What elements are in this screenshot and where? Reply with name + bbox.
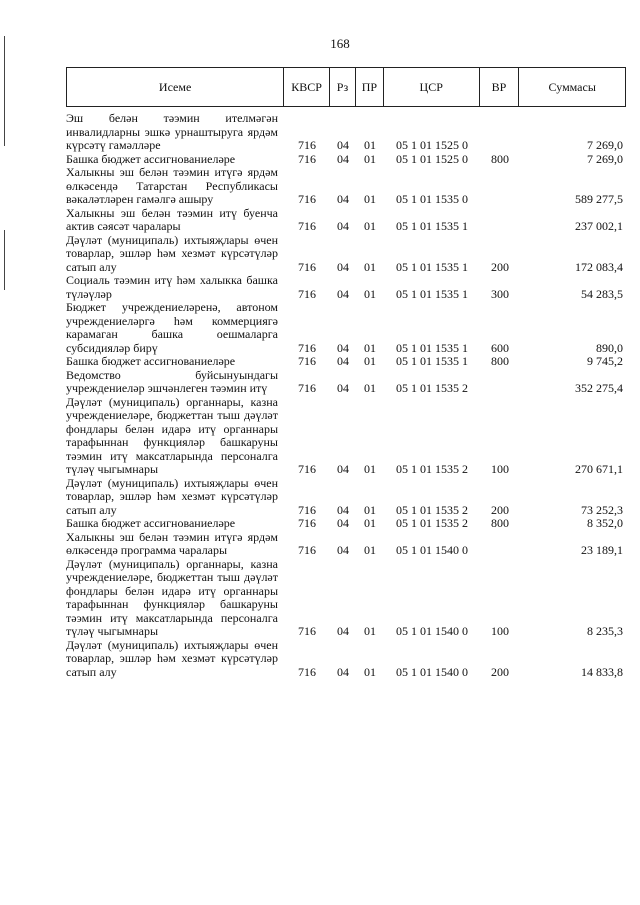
cell-rz: 04 xyxy=(337,624,349,638)
cell-vr: 800 xyxy=(491,354,509,368)
cell-name: Социаль тәэмин итү һәм халыкка башка түләүләр xyxy=(66,273,278,301)
cell-rz: 04 xyxy=(337,259,349,274)
table-row xyxy=(66,477,626,518)
cell-pr: 01 xyxy=(364,543,376,557)
cell-kvsr: 716 xyxy=(298,192,316,206)
cell-sum: 172 083,4 xyxy=(575,259,623,274)
cell-name: Башка бюджет ассигнованиеләре xyxy=(66,354,236,368)
cell-kvsr: 716 xyxy=(298,462,316,476)
table-row xyxy=(66,531,626,558)
cell-pr: 01 xyxy=(364,516,376,530)
cell-kvsr: 716 xyxy=(298,259,316,274)
cell-rz: 04 xyxy=(337,516,349,530)
cell-vr: 200 xyxy=(491,259,509,274)
cell-rz: 04 xyxy=(337,192,349,206)
cell-name: Эш белән тәэмин ителмәгән инвалидларны эшкә урнаштыруга ярдәм күрсәтү гамәлләре xyxy=(66,111,278,152)
cell-vr: 100 xyxy=(491,624,509,638)
cell-csr: 05 1 01 1535 2 xyxy=(396,502,468,517)
cell-kvsr: 716 xyxy=(298,286,316,301)
table-row xyxy=(66,112,626,153)
cell-vr: 100 xyxy=(491,462,509,476)
cell-vr: 200 xyxy=(491,502,509,517)
cell-name: Дәүләт (муниципаль) ихтыяҗлары өчен товарлар, эшләр һәм хезмәт күрсәтүләр сатып алу xyxy=(66,475,278,517)
cell-csr: 05 1 01 1535 1 xyxy=(396,259,468,274)
cell-kvsr: 716 xyxy=(298,664,316,679)
cell-pr: 01 xyxy=(364,462,376,476)
table-row xyxy=(66,639,626,680)
cell-csr: 05 1 01 1535 2 xyxy=(396,381,468,395)
cell-sum: 9 745,2 xyxy=(587,354,623,368)
cell-pr: 01 xyxy=(364,192,376,206)
cell-rz: 04 xyxy=(337,381,349,395)
cell-sum: 73 252,3 xyxy=(581,502,623,517)
column-header-sum: Суммасы xyxy=(548,79,596,94)
table-body xyxy=(66,112,626,679)
cell-kvsr: 716 xyxy=(298,624,316,638)
table-row xyxy=(66,274,626,301)
cell-csr: 05 1 01 1535 1 xyxy=(396,340,468,355)
cell-kvsr: 716 xyxy=(298,381,316,395)
cell-name: Халыкны эш белән тәэмин итү буенча актив сәясәт чаралары xyxy=(66,205,278,233)
table-row xyxy=(66,517,626,531)
cell-sum: 890,0 xyxy=(596,340,623,355)
cell-sum: 270 671,1 xyxy=(575,462,623,476)
cell-name: Башка бюджет ассигнованиеләре xyxy=(66,516,236,530)
cell-name: Дәүләт (муниципаль) органнары, казна учреждениеләре, бюджеттан тыш дәүләт фондлары белән идарә итү органнары тарафыннан функцияләр башкаруны тәэмин итү максатларында персоналга түләү чыгымнары xyxy=(66,394,278,476)
cell-csr: 05 1 01 1525 0 xyxy=(396,138,468,152)
column-header-pr: ПР xyxy=(356,68,384,106)
table-row xyxy=(66,207,626,234)
cell-pr: 01 xyxy=(364,259,376,274)
column-header-rz: Рз xyxy=(330,68,356,106)
cell-csr: 05 1 01 1540 0 xyxy=(396,624,468,638)
table-row xyxy=(66,396,626,477)
cell-sum: 14 833,8 xyxy=(581,664,623,679)
cell-csr: 05 1 01 1535 1 xyxy=(396,354,468,368)
cell-vr: 800 xyxy=(491,151,509,166)
cell-name: Ведомство буйсынуындагы учреждениеләр эшчәнлеген тәэмин итү xyxy=(66,367,278,395)
cell-csr: 05 1 01 1535 1 xyxy=(396,286,468,301)
table-row xyxy=(66,301,626,355)
cell-kvsr: 716 xyxy=(298,219,316,233)
cell-kvsr: 716 xyxy=(298,340,316,355)
cell-csr: 05 1 01 1535 0 xyxy=(396,192,468,206)
cell-vr: 800 xyxy=(491,516,509,530)
cell-rz: 04 xyxy=(337,462,349,476)
column-header-name: Исеме xyxy=(67,68,284,106)
cell-rz: 04 xyxy=(337,664,349,679)
cell-sum: 237 002,1 xyxy=(575,219,623,233)
table-header xyxy=(66,67,626,107)
cell-sum: 54 283,5 xyxy=(581,286,623,301)
cell-csr: 05 1 01 1535 2 xyxy=(396,516,468,530)
cell-vr: 300 xyxy=(491,286,509,301)
table-row xyxy=(66,369,626,396)
cell-csr: 05 1 01 1535 1 xyxy=(396,219,468,233)
cell-sum: 352 275,4 xyxy=(575,381,623,395)
cell-sum: 8 235,3 xyxy=(587,624,623,638)
cell-sum: 7 269,0 xyxy=(587,151,623,166)
cell-name: Башка бюджет ассигнованиеләре xyxy=(66,151,236,166)
cell-vr: 600 xyxy=(491,340,509,355)
table-row xyxy=(66,153,626,167)
cell-rz: 04 xyxy=(337,286,349,301)
binding-margin-line xyxy=(4,36,5,146)
cell-kvsr: 716 xyxy=(298,502,316,517)
table-row xyxy=(66,166,626,207)
column-header-csr: ЦСР xyxy=(384,68,480,106)
cell-pr: 01 xyxy=(364,340,376,355)
cell-name: Дәүләт (муниципаль) ихтыяҗлары өчен товарлар, эшләр һәм хезмәт күрсәтүләр сатып алу xyxy=(66,637,278,679)
page-number: 168 xyxy=(330,36,350,51)
column-header-kvsr: КВСР xyxy=(284,68,330,106)
cell-pr: 01 xyxy=(364,502,376,517)
cell-pr: 01 xyxy=(364,286,376,301)
cell-kvsr: 716 xyxy=(298,543,316,557)
cell-rz: 04 xyxy=(337,502,349,517)
binding-margin-line xyxy=(4,230,5,290)
cell-rz: 04 xyxy=(337,138,349,152)
cell-sum: 8 352,0 xyxy=(587,516,623,530)
cell-csr: 05 1 01 1535 2 xyxy=(396,462,468,476)
cell-kvsr: 716 xyxy=(298,151,316,166)
cell-rz: 04 xyxy=(337,151,349,166)
cell-sum: 23 189,1 xyxy=(581,543,623,557)
table-row xyxy=(66,355,626,369)
cell-rz: 04 xyxy=(337,543,349,557)
cell-csr: 05 1 01 1540 0 xyxy=(396,543,468,557)
cell-name: Бюджет учреждениеләренә, автоном учреждениеләргә һәм коммерциягә карамаган башка оешмаларга субсидияләр бирү xyxy=(66,300,278,355)
cell-pr: 01 xyxy=(364,624,376,638)
cell-vr: 200 xyxy=(491,664,509,679)
cell-kvsr: 716 xyxy=(298,516,316,530)
cell-sum: 7 269,0 xyxy=(587,138,623,152)
cell-pr: 01 xyxy=(364,138,376,152)
cell-kvsr: 716 xyxy=(298,354,316,368)
cell-csr: 05 1 01 1525 0 xyxy=(396,151,468,166)
cell-csr: 05 1 01 1540 0 xyxy=(396,664,468,679)
cell-sum: 589 277,5 xyxy=(575,192,623,206)
cell-pr: 01 xyxy=(364,664,376,679)
cell-name: Дәүләт (муниципаль) ихтыяҗлары өчен товарлар, эшләр һәм хезмәт күрсәтүләр сатып алу xyxy=(66,232,278,274)
column-header-vr: ВР xyxy=(480,68,520,106)
cell-pr: 01 xyxy=(364,219,376,233)
table-row xyxy=(66,558,626,639)
cell-name: Дәүләт (муниципаль) органнары, казна учреждениеләре, бюджеттан тыш дәүләт фондлары белән идарә итү органнары тарафыннан функцияләр башкаруны тәэмин итү максатларында персоналга түләү чыгымнары xyxy=(66,556,278,638)
cell-pr: 01 xyxy=(364,381,376,395)
table-row xyxy=(66,234,626,275)
cell-rz: 04 xyxy=(337,219,349,233)
cell-kvsr: 716 xyxy=(298,138,316,152)
cell-name: Халыкны эш белән тәэмин итүгә ярдәм өлкәсендә Татарстан Республикасы вәкаләтләрен гамәлгә ашыру xyxy=(66,165,278,206)
cell-name: Халыкны эш белән тәэмин итүгә ярдәм өлкәсендә программа чаралары xyxy=(66,529,278,557)
cell-pr: 01 xyxy=(364,151,376,166)
cell-rz: 04 xyxy=(337,354,349,368)
cell-pr: 01 xyxy=(364,354,376,368)
cell-rz: 04 xyxy=(337,340,349,355)
